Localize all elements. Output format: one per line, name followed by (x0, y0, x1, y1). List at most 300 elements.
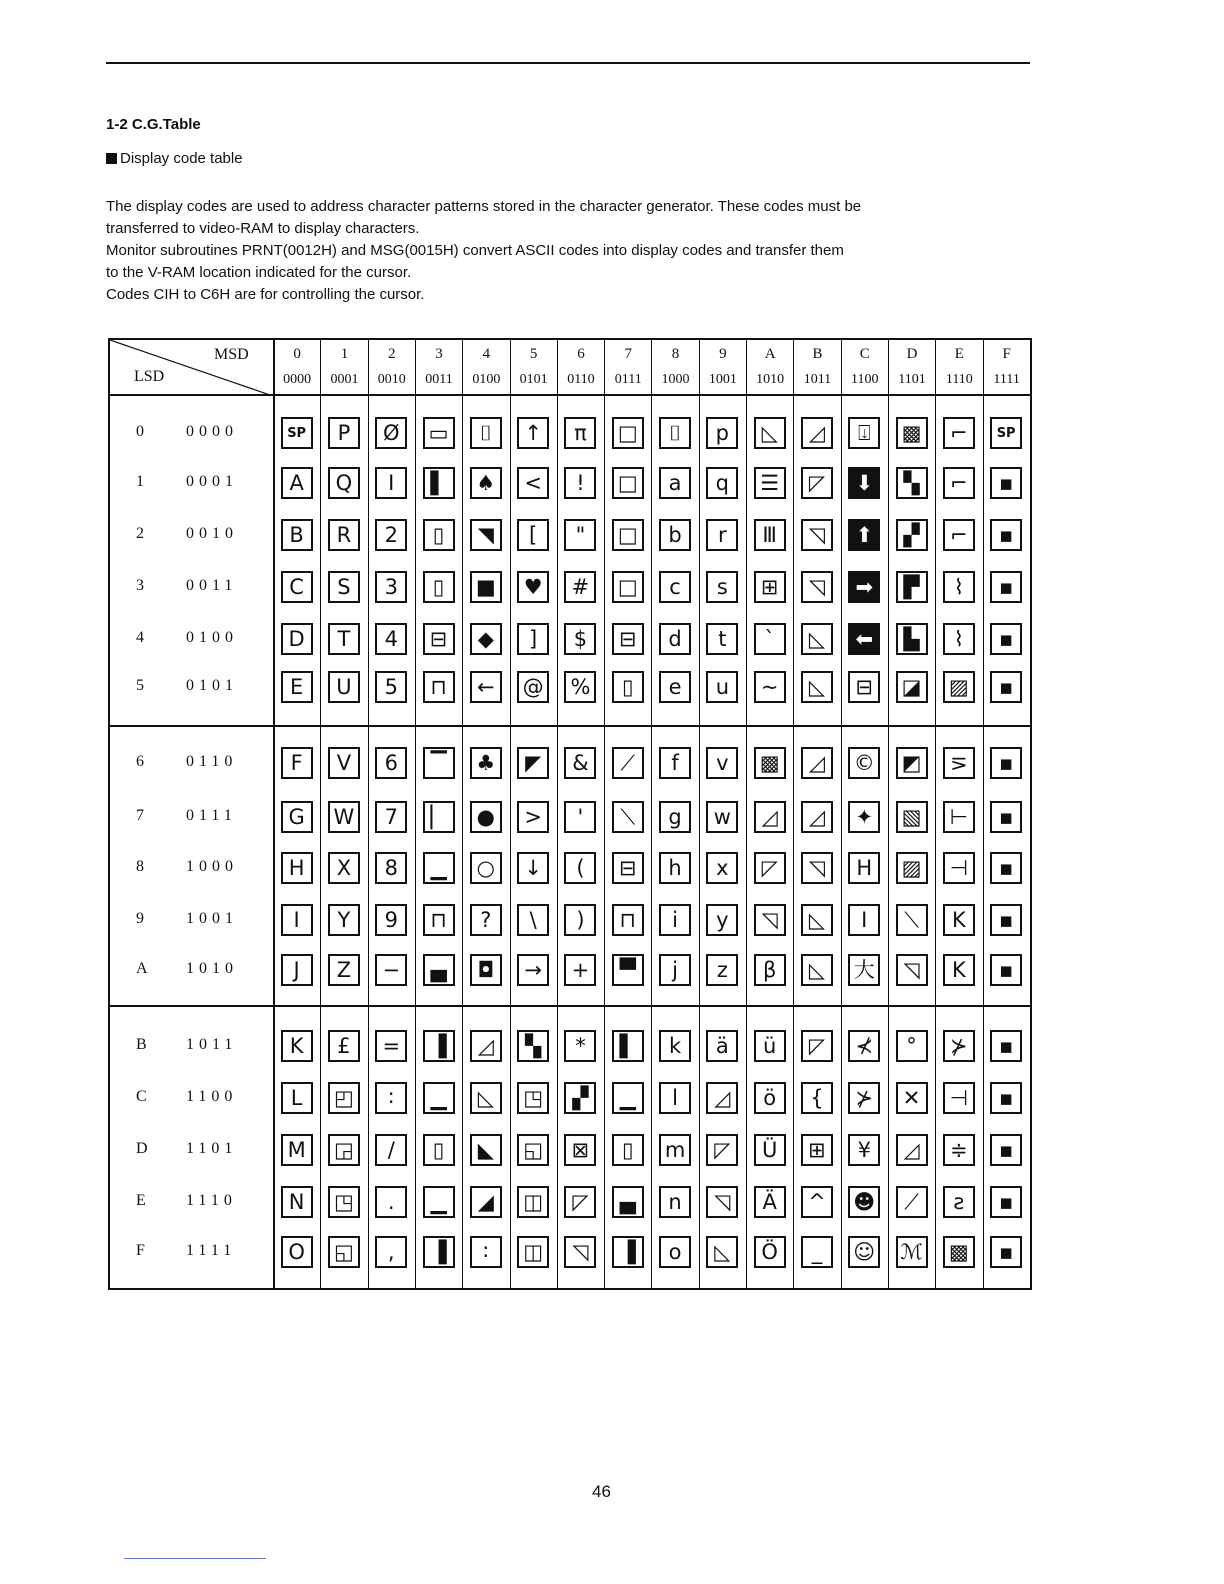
character-pattern-cell: ▀ (612, 954, 644, 986)
character-pattern-cell: ⊟ (848, 671, 880, 703)
character-pattern-cell: ! (564, 467, 596, 499)
row-label-hex: 4 (136, 629, 144, 646)
character-pattern-cell: U (328, 671, 360, 703)
character-pattern-cell: ≑ (943, 1134, 975, 1166)
character-pattern-cell: ▧ (896, 801, 928, 833)
character-pattern-cell: c (659, 571, 691, 603)
character-pattern-cell: W (328, 801, 360, 833)
column-header-hex: D (906, 346, 918, 362)
character-pattern-cell: F (281, 747, 313, 779)
character-pattern-cell: ◹ (896, 954, 928, 986)
character-pattern-cell: π (564, 417, 596, 449)
character-pattern-cell: ➡ (848, 571, 880, 603)
character-pattern-cell: ö (754, 1082, 786, 1114)
character-pattern-cell: ⌐ (943, 417, 975, 449)
character-pattern-cell: ⟍ (896, 904, 928, 936)
character-pattern-cell: ∶ (375, 1082, 407, 1114)
column-header-binary: 0111 (614, 372, 642, 387)
character-pattern-cell: ◱ (517, 1134, 549, 1166)
character-pattern-cell: < (517, 467, 549, 499)
character-pattern-cell: ▔ (423, 747, 455, 779)
column-header-hex: 2 (387, 346, 396, 362)
character-pattern-cell: ◿ (706, 1082, 738, 1114)
character-pattern-cell: ◿ (801, 417, 833, 449)
character-pattern-cell: m (659, 1134, 691, 1166)
row-label-hex: B (136, 1036, 147, 1053)
row-label-hex: 9 (136, 910, 144, 927)
character-pattern-cell: © (848, 747, 880, 779)
top-rule (106, 62, 1030, 64)
character-pattern-cell: ◹ (801, 519, 833, 551)
character-pattern-cell: 4 (375, 623, 407, 655)
character-pattern-cell: ◤ (517, 747, 549, 779)
character-pattern-cell: ⊁ (848, 1082, 880, 1114)
character-pattern-cell: ▪ (990, 801, 1022, 833)
intro-line: The display codes are used to address character patterns stored in the character generator. These codes must be (106, 198, 862, 215)
character-pattern-cell: ↓ (517, 852, 549, 884)
character-pattern-cell: ◣ (470, 1134, 502, 1166)
character-pattern-cell: ↑ (517, 417, 549, 449)
character-pattern-cell: [ (517, 519, 549, 551)
lsd-label: LSD (134, 368, 165, 385)
character-pattern-cell: ▪ (990, 954, 1022, 986)
display-code-table (108, 338, 1032, 1290)
column-divider (651, 396, 652, 1288)
character-pattern-cell: ▯ (612, 1134, 644, 1166)
character-pattern-cell: ` (754, 623, 786, 655)
character-pattern-cell: ▨ (943, 671, 975, 703)
character-pattern-cell: ⟋ (612, 747, 644, 779)
character-pattern-cell: − (375, 954, 407, 986)
character-pattern-cell: ▐ (423, 1030, 455, 1062)
character-pattern-cell: ▪ (990, 1236, 1022, 1268)
character-pattern-cell: ▪ (990, 519, 1022, 551)
character-pattern-cell: ◲ (328, 1134, 360, 1166)
character-pattern-cell: ◥ (470, 519, 502, 551)
character-pattern-cell: □ (612, 571, 644, 603)
row-label-binary: 0001 (186, 473, 238, 490)
column-header (368, 340, 415, 396)
character-pattern-cell: ✦ (848, 801, 880, 833)
character-pattern-cell: Z (328, 954, 360, 986)
character-pattern-cell: Ⅲ (754, 519, 786, 551)
character-pattern-cell: ◺ (801, 904, 833, 936)
msd-label: MSD (214, 346, 249, 363)
character-pattern-cell: ▌ (423, 467, 455, 499)
character-pattern-cell: ▏ (423, 801, 455, 833)
column-header-binary: 0000 (283, 372, 312, 387)
character-pattern-cell: O (281, 1236, 313, 1268)
character-pattern-cell: Ö (754, 1236, 786, 1268)
header-divider (110, 394, 1030, 396)
character-pattern-cell: Ä (754, 1186, 786, 1218)
column-header-hex: 3 (435, 346, 443, 362)
row-label-binary: 0111 (186, 807, 237, 824)
character-pattern-cell: / (375, 1134, 407, 1166)
character-pattern-cell: ◹ (564, 1236, 596, 1268)
character-pattern-cell: ü (754, 1030, 786, 1062)
row-label-hex: 0 (136, 423, 144, 440)
character-pattern-cell: C (281, 571, 313, 603)
character-pattern-cell: ▩ (896, 417, 928, 449)
character-pattern-cell: K (943, 904, 975, 936)
character-pattern-cell: D (281, 623, 313, 655)
character-pattern-cell: £ (328, 1030, 360, 1062)
column-header-hex: B (812, 346, 823, 362)
column-header-binary: 0001 (330, 372, 359, 387)
column-header (604, 340, 651, 396)
character-pattern-cell: ◳ (328, 1186, 360, 1218)
intro-line: to the V-RAM location indicated for the cursor. (106, 264, 412, 281)
character-pattern-cell: ▁ (423, 1186, 455, 1218)
character-pattern-cell: ⬇ (848, 467, 880, 499)
column-header-binary: 1001 (708, 372, 737, 387)
row-label-divider (273, 340, 275, 1288)
character-pattern-cell: & (564, 747, 596, 779)
character-pattern-cell: ⋝ (943, 747, 975, 779)
character-pattern-cell: SP (990, 417, 1022, 449)
character-pattern-cell: f (659, 747, 691, 779)
character-pattern-cell: ⍗ (848, 417, 880, 449)
character-pattern-cell: ⊓ (612, 904, 644, 936)
column-header-hex: E (954, 346, 964, 362)
character-pattern-cell: ☺ (848, 1236, 880, 1268)
column-divider (368, 396, 369, 1288)
character-pattern-cell: ⊣ (943, 1082, 975, 1114)
character-pattern-cell: ▪ (990, 1082, 1022, 1114)
character-pattern-cell: _ (801, 1236, 833, 1268)
character-pattern-cell: @ (517, 671, 549, 703)
character-pattern-cell: ▪ (990, 747, 1022, 779)
character-pattern-cell: i (659, 904, 691, 936)
character-pattern-cell: ) (564, 904, 596, 936)
column-divider (793, 396, 794, 1288)
character-pattern-cell: o (659, 1236, 691, 1268)
character-pattern-cell: ⌇ (943, 571, 975, 603)
character-pattern-cell: ▛ (896, 571, 928, 603)
character-pattern-cell: ? (470, 904, 502, 936)
character-pattern-cell: ▪ (990, 852, 1022, 884)
row-label-hex: F (136, 1242, 145, 1259)
character-pattern-cell: H (281, 852, 313, 884)
character-pattern-cell: ⟍ (612, 801, 644, 833)
character-pattern-cell: ♠ (470, 467, 502, 499)
intro-text (106, 196, 1026, 306)
column-header (510, 340, 557, 396)
column-header-hex: A (764, 346, 776, 362)
character-pattern-cell: e (659, 671, 691, 703)
character-pattern-cell: □ (612, 467, 644, 499)
row-label-binary: 0100 (186, 629, 238, 646)
column-divider (699, 396, 700, 1288)
column-divider (746, 396, 747, 1288)
character-pattern-cell: ⌷ (659, 417, 691, 449)
column-header (415, 340, 462, 396)
intro-line: Codes CIH to C6H are for controlling the cursor. (106, 286, 425, 303)
section-heading: 1-2 C.G.Table (106, 116, 201, 133)
character-pattern-cell: s (706, 571, 738, 603)
character-pattern-cell: ◱ (328, 1236, 360, 1268)
character-pattern-cell: ▪ (990, 571, 1022, 603)
character-pattern-cell: ◫ (517, 1236, 549, 1268)
character-pattern-cell: ◿ (754, 801, 786, 833)
page-number: 46 (592, 1482, 611, 1501)
character-pattern-cell: > (517, 801, 549, 833)
column-header-binary: 1101 (898, 372, 926, 387)
row-label-binary: 1110 (186, 1192, 237, 1209)
column-header-binary: 1100 (851, 372, 879, 387)
character-pattern-cell: ◳ (517, 1082, 549, 1114)
character-pattern-cell: ◸ (801, 467, 833, 499)
character-pattern-cell: ▄ (423, 954, 455, 986)
character-pattern-cell: Ø (375, 417, 407, 449)
character-pattern-cell: ◰ (328, 1082, 360, 1114)
character-pattern-cell: ◺ (801, 954, 833, 986)
character-pattern-cell: ▐ (612, 1236, 644, 1268)
character-pattern-cell: u (706, 671, 738, 703)
character-pattern-cell: ⬅ (848, 623, 880, 655)
column-header-binary: 0100 (472, 372, 501, 387)
column-header-binary: 0011 (425, 372, 453, 387)
character-pattern-cell: X (328, 852, 360, 884)
character-pattern-cell: ▩ (943, 1236, 975, 1268)
row-label-hex: 6 (136, 753, 144, 770)
column-header (841, 340, 888, 396)
character-pattern-cell: ⊀ (848, 1030, 880, 1062)
character-pattern-cell: ◹ (706, 1186, 738, 1218)
row-label-hex: D (136, 1140, 148, 1157)
column-header-hex: 4 (482, 346, 491, 362)
character-pattern-cell: $ (564, 623, 596, 655)
character-pattern-cell: ◺ (801, 623, 833, 655)
character-pattern-cell: ◺ (470, 1082, 502, 1114)
column-header-hex: C (859, 346, 870, 362)
character-pattern-cell: = (375, 1030, 407, 1062)
character-pattern-cell: E (281, 671, 313, 703)
character-pattern-cell: H (848, 852, 880, 884)
character-pattern-cell: M (281, 1134, 313, 1166)
character-pattern-cell: j (659, 954, 691, 986)
character-pattern-cell: ● (470, 801, 502, 833)
character-pattern-cell: z (706, 954, 738, 986)
subsection-title-text: Display code table (120, 150, 243, 167)
column-header-binary: 1010 (756, 372, 785, 387)
row-label-binary: 0110 (186, 753, 238, 770)
row-label-hex: 8 (136, 858, 144, 875)
character-pattern-cell: ☰ (754, 467, 786, 499)
character-pattern-cell: ⊟ (612, 852, 644, 884)
character-pattern-cell: ◆ (470, 623, 502, 655)
character-pattern-cell: K (281, 1030, 313, 1062)
table-corner (110, 340, 273, 396)
character-pattern-cell: ° (896, 1030, 928, 1062)
character-pattern-cell: ✕ (896, 1082, 928, 1114)
character-pattern-cell: ^ (801, 1186, 833, 1218)
row-label-binary: 1100 (186, 1088, 238, 1105)
character-pattern-cell: ◸ (564, 1186, 596, 1218)
row-label-hex: 7 (136, 807, 144, 824)
character-pattern-cell: L (281, 1082, 313, 1114)
character-pattern-cell: ◘ (470, 954, 502, 986)
row-label-hex: 2 (136, 525, 144, 542)
character-pattern-cell: ◿ (470, 1030, 502, 1062)
character-pattern-cell: a (659, 467, 691, 499)
column-header-binary: 0110 (567, 372, 595, 387)
character-pattern-cell: ◸ (706, 1134, 738, 1166)
character-pattern-cell: □ (612, 417, 644, 449)
character-pattern-cell: ⌷ (470, 417, 502, 449)
character-pattern-cell: ▙ (896, 623, 928, 655)
column-header-hex: 8 (671, 346, 680, 362)
row-label-binary: 1000 (186, 858, 238, 875)
character-pattern-cell: h (659, 852, 691, 884)
character-pattern-cell: d (659, 623, 691, 655)
character-pattern-cell: 8 (375, 852, 407, 884)
character-pattern-cell: n (659, 1186, 691, 1218)
character-pattern-cell: ~ (754, 671, 786, 703)
column-header (746, 340, 793, 396)
character-pattern-cell: ◩ (896, 747, 928, 779)
column-header-binary: 0101 (519, 372, 548, 387)
character-pattern-cell: S (328, 571, 360, 603)
character-pattern-cell: ⊓ (423, 671, 455, 703)
character-pattern-cell: ▨ (896, 852, 928, 884)
character-pattern-cell: ▯ (423, 571, 455, 603)
character-pattern-cell: \ (517, 904, 549, 936)
character-pattern-cell: ◿ (801, 801, 833, 833)
character-pattern-cell: ▞ (896, 519, 928, 551)
character-pattern-cell: ▭ (423, 417, 455, 449)
character-pattern-cell: * (564, 1030, 596, 1062)
character-pattern-cell: B (281, 519, 313, 551)
character-pattern-cell: ⌐ (943, 467, 975, 499)
row-label-binary: 0010 (186, 525, 238, 542)
character-pattern-cell: ℳ (896, 1236, 928, 1268)
column-divider (604, 396, 605, 1288)
character-pattern-cell: ⊢ (943, 801, 975, 833)
row-label-binary: 1001 (186, 910, 238, 927)
character-pattern-cell: ∶ (470, 1236, 502, 1268)
character-pattern-cell: l (659, 1082, 691, 1114)
character-pattern-cell: ⊟ (423, 623, 455, 655)
character-pattern-cell: ▁ (612, 1082, 644, 1114)
column-header-hex: 5 (529, 346, 538, 362)
character-pattern-cell: ▯ (423, 1134, 455, 1166)
character-pattern-cell: k (659, 1030, 691, 1062)
group-divider (110, 1005, 1030, 1007)
row-label-hex: 5 (136, 677, 144, 694)
character-pattern-cell: 2 (375, 519, 407, 551)
character-pattern-cell: ▌ (612, 1030, 644, 1062)
subsection-title (106, 150, 243, 167)
character-pattern-cell: N (281, 1186, 313, 1218)
character-pattern-cell: ' (564, 801, 596, 833)
character-pattern-cell: ▪ (990, 671, 1022, 703)
character-pattern-cell: ⬆ (848, 519, 880, 551)
character-pattern-cell: y (706, 904, 738, 936)
column-header (793, 340, 840, 396)
column-header-hex: 1 (340, 346, 349, 362)
character-pattern-cell: ▪ (990, 1030, 1022, 1062)
character-pattern-cell: Y (328, 904, 360, 936)
character-pattern-cell: A (281, 467, 313, 499)
character-pattern-cell: 9 (375, 904, 407, 936)
column-header-binary: 0010 (377, 372, 406, 387)
column-header (935, 340, 982, 396)
character-pattern-cell: P (328, 417, 360, 449)
character-pattern-cell: ] (517, 623, 549, 655)
character-pattern-cell: 大 (848, 954, 880, 986)
character-pattern-cell: % (564, 671, 596, 703)
row-label-binary: 0000 (186, 423, 238, 440)
character-pattern-cell: ◿ (801, 747, 833, 779)
column-divider (557, 396, 558, 1288)
column-divider (935, 396, 936, 1288)
character-pattern-cell: ◪ (896, 671, 928, 703)
character-pattern-cell: ▞ (564, 1082, 596, 1114)
character-pattern-cell: ⊓ (423, 904, 455, 936)
intro-line: Monitor subroutines PRNT(0012H) and MSG(0015H) convert ASCII codes into display codes and transfer them (106, 242, 844, 259)
column-divider (510, 396, 511, 1288)
character-pattern-cell: t (706, 623, 738, 655)
column-divider (983, 396, 984, 1288)
column-header-binary: 1111 (993, 372, 1020, 387)
intro-line: transferred to video-RAM to display characters. (106, 220, 420, 237)
row-label-hex: A (136, 960, 148, 977)
character-pattern-cell: ◢ (470, 1186, 502, 1218)
character-pattern-cell: ◹ (801, 852, 833, 884)
character-pattern-cell: ä (706, 1030, 738, 1062)
column-divider (415, 396, 416, 1288)
character-pattern-cell: + (564, 954, 596, 986)
character-pattern-cell: R (328, 519, 360, 551)
character-pattern-cell: ← (470, 671, 502, 703)
character-pattern-cell: SP (281, 417, 313, 449)
character-pattern-cell: ⊁ (943, 1030, 975, 1062)
character-pattern-cell: ◺ (754, 417, 786, 449)
character-pattern-cell: ▄ (612, 1186, 644, 1218)
character-pattern-cell: . (375, 1186, 407, 1218)
character-pattern-cell: ▐ (423, 1236, 455, 1268)
column-header-hex: 7 (624, 346, 632, 362)
column-divider (888, 396, 889, 1288)
character-pattern-cell: ( (564, 852, 596, 884)
character-pattern-cell: ƨ (943, 1186, 975, 1218)
character-pattern-cell: □ (612, 519, 644, 551)
column-header (699, 340, 746, 396)
character-pattern-cell: ⌇ (943, 623, 975, 655)
character-pattern-cell: ▯ (612, 671, 644, 703)
column-header (320, 340, 367, 396)
character-pattern-cell: T (328, 623, 360, 655)
character-pattern-cell: ▩ (754, 747, 786, 779)
character-pattern-cell: ▁ (423, 1082, 455, 1114)
column-header (462, 340, 509, 396)
character-pattern-cell: q (706, 467, 738, 499)
character-pattern-cell: v (706, 747, 738, 779)
footer-link-underline (124, 1558, 266, 1559)
character-pattern-cell: J (281, 954, 313, 986)
character-pattern-cell: ⊞ (754, 571, 786, 603)
character-pattern-cell: ⟋ (896, 1186, 928, 1218)
character-pattern-cell: ▪ (990, 467, 1022, 499)
row-label-binary: 0101 (186, 677, 238, 694)
row-label-hex: 1 (136, 473, 144, 490)
character-pattern-cell: V (328, 747, 360, 779)
character-pattern-cell: 7 (375, 801, 407, 833)
character-pattern-cell: Q (328, 467, 360, 499)
column-header-binary: 1011 (803, 372, 832, 387)
